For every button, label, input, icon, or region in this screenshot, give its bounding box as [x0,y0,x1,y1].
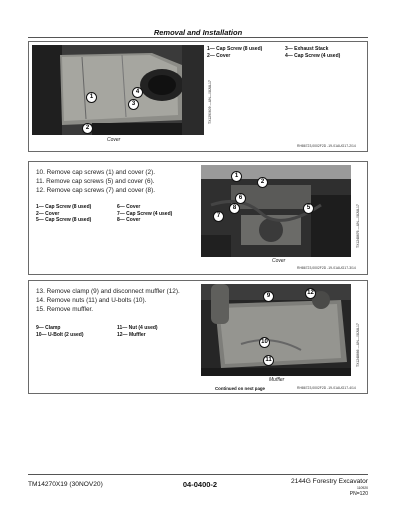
section-3-steps [36,287,180,314]
callout-12: 12 [305,288,316,299]
section-1-legend-col-1 [207,46,282,59]
legend-item: 12— Muffler [117,331,146,338]
section-1-photo [32,45,204,135]
callout-9: 9 [263,291,274,302]
section-2-ref-code: RH86723,0002F2D -19-01AUG17-3/14 [297,266,356,270]
legend-item: 2— Cover [36,210,60,217]
callout-2: 2 [257,177,268,188]
legend-item: 7— Cap Screw (4 used) [117,210,173,217]
engine-cover-photo-image [201,165,351,257]
step: 11. Remove cap screws (5) and cover (6). [36,178,155,185]
section-3-panel [28,280,368,394]
callout-5: 5 [303,203,314,214]
callout-1: 1 [231,171,242,182]
callout-11: 11 [263,355,274,366]
section-3-caption: Muffler [269,377,285,383]
section-2-steps [36,168,155,195]
section-3-legend-col-2 [117,325,199,338]
legend-item: 1— Cap Screw (8 used) [36,204,92,210]
step: 13. Remove clamp (9) and disconnect muffler (12). [36,288,180,295]
section-2-legend-col-2 [117,204,199,224]
section-3-legend-col-1 [36,325,116,338]
section-2-caption: Cover [272,258,286,264]
section-1-panel [28,41,368,152]
page-header [28,22,368,36]
legend-item: 11— Nut (4 used) [117,325,158,331]
muffler-photo-image [201,284,351,376]
footer-right-block [291,478,368,497]
callout-6: 6 [235,193,246,204]
footer-section-number: 04-0400-2 [182,480,218,489]
footer-manual-id: TM14270X19 (30NOV20) [28,481,103,488]
step: 14. Remove nuts (11) and U-bolts (10). [36,297,147,304]
callout-8: 8 [229,203,240,214]
section-2-panel [28,161,368,275]
section-2-photo [201,165,351,257]
section-2-side-code: TX1248676 —UN—08JUL17 [356,204,360,248]
footer-machine-name: 2144G Forestry Excavator [291,478,368,485]
step: 15. Remove muffler. [36,306,94,313]
callout-1: 1 [86,92,97,103]
cover-photo-image [32,45,204,135]
section-1-ref-code: RH86723,0002F2D -19-01AUG17-2/14 [297,144,356,148]
footer-rule [28,474,368,475]
legend-item: 6— Cover [117,204,141,210]
legend-item: 10— U-Bolt (2 used) [36,331,84,338]
section-2-legend-col-1 [36,204,116,224]
footer-date-code: 110920 [356,486,368,490]
section-3-side-code: TX1248666 —UN—08JUL17 [356,323,360,367]
section-1-legend-col-2 [285,46,365,59]
continued-note: Continued on next page [215,386,266,391]
legend-item: 2— Cover [207,52,231,59]
legend-item: 5— Cap Screw (8 used) [36,217,92,223]
section-1-caption: Cover [107,137,121,143]
header-rule [28,37,368,38]
legend-item: 8— Cover [117,217,141,223]
legend-item: 4— Cap Screw (4 used) [285,52,341,59]
section-3-ref-code: RH86723,0002F2D -19-01AUG17-4/14 [297,386,356,390]
section-1-side-code: TX1290609 —UN—08JUL17 [208,80,212,124]
legend-item: 9— Clamp [36,325,61,331]
callout-10: 10 [259,337,270,348]
step: 10. Remove cap screws (1) and cover (2). [36,169,155,176]
legend-item: 3— Exhaust Stack [285,46,329,52]
callout-2: 2 [82,123,93,134]
page-header-title: Removal and Installation [153,28,243,37]
callout-4: 4 [132,87,143,98]
callout-7: 7 [213,211,224,222]
callout-3: 3 [128,99,139,110]
step: 12. Remove cap screws (7) and cover (8). [36,187,155,194]
footer-page-number: PN=120 [349,491,368,497]
legend-item: 1— Cap Screw (8 used) [207,46,263,52]
section-3-photo [201,284,351,376]
